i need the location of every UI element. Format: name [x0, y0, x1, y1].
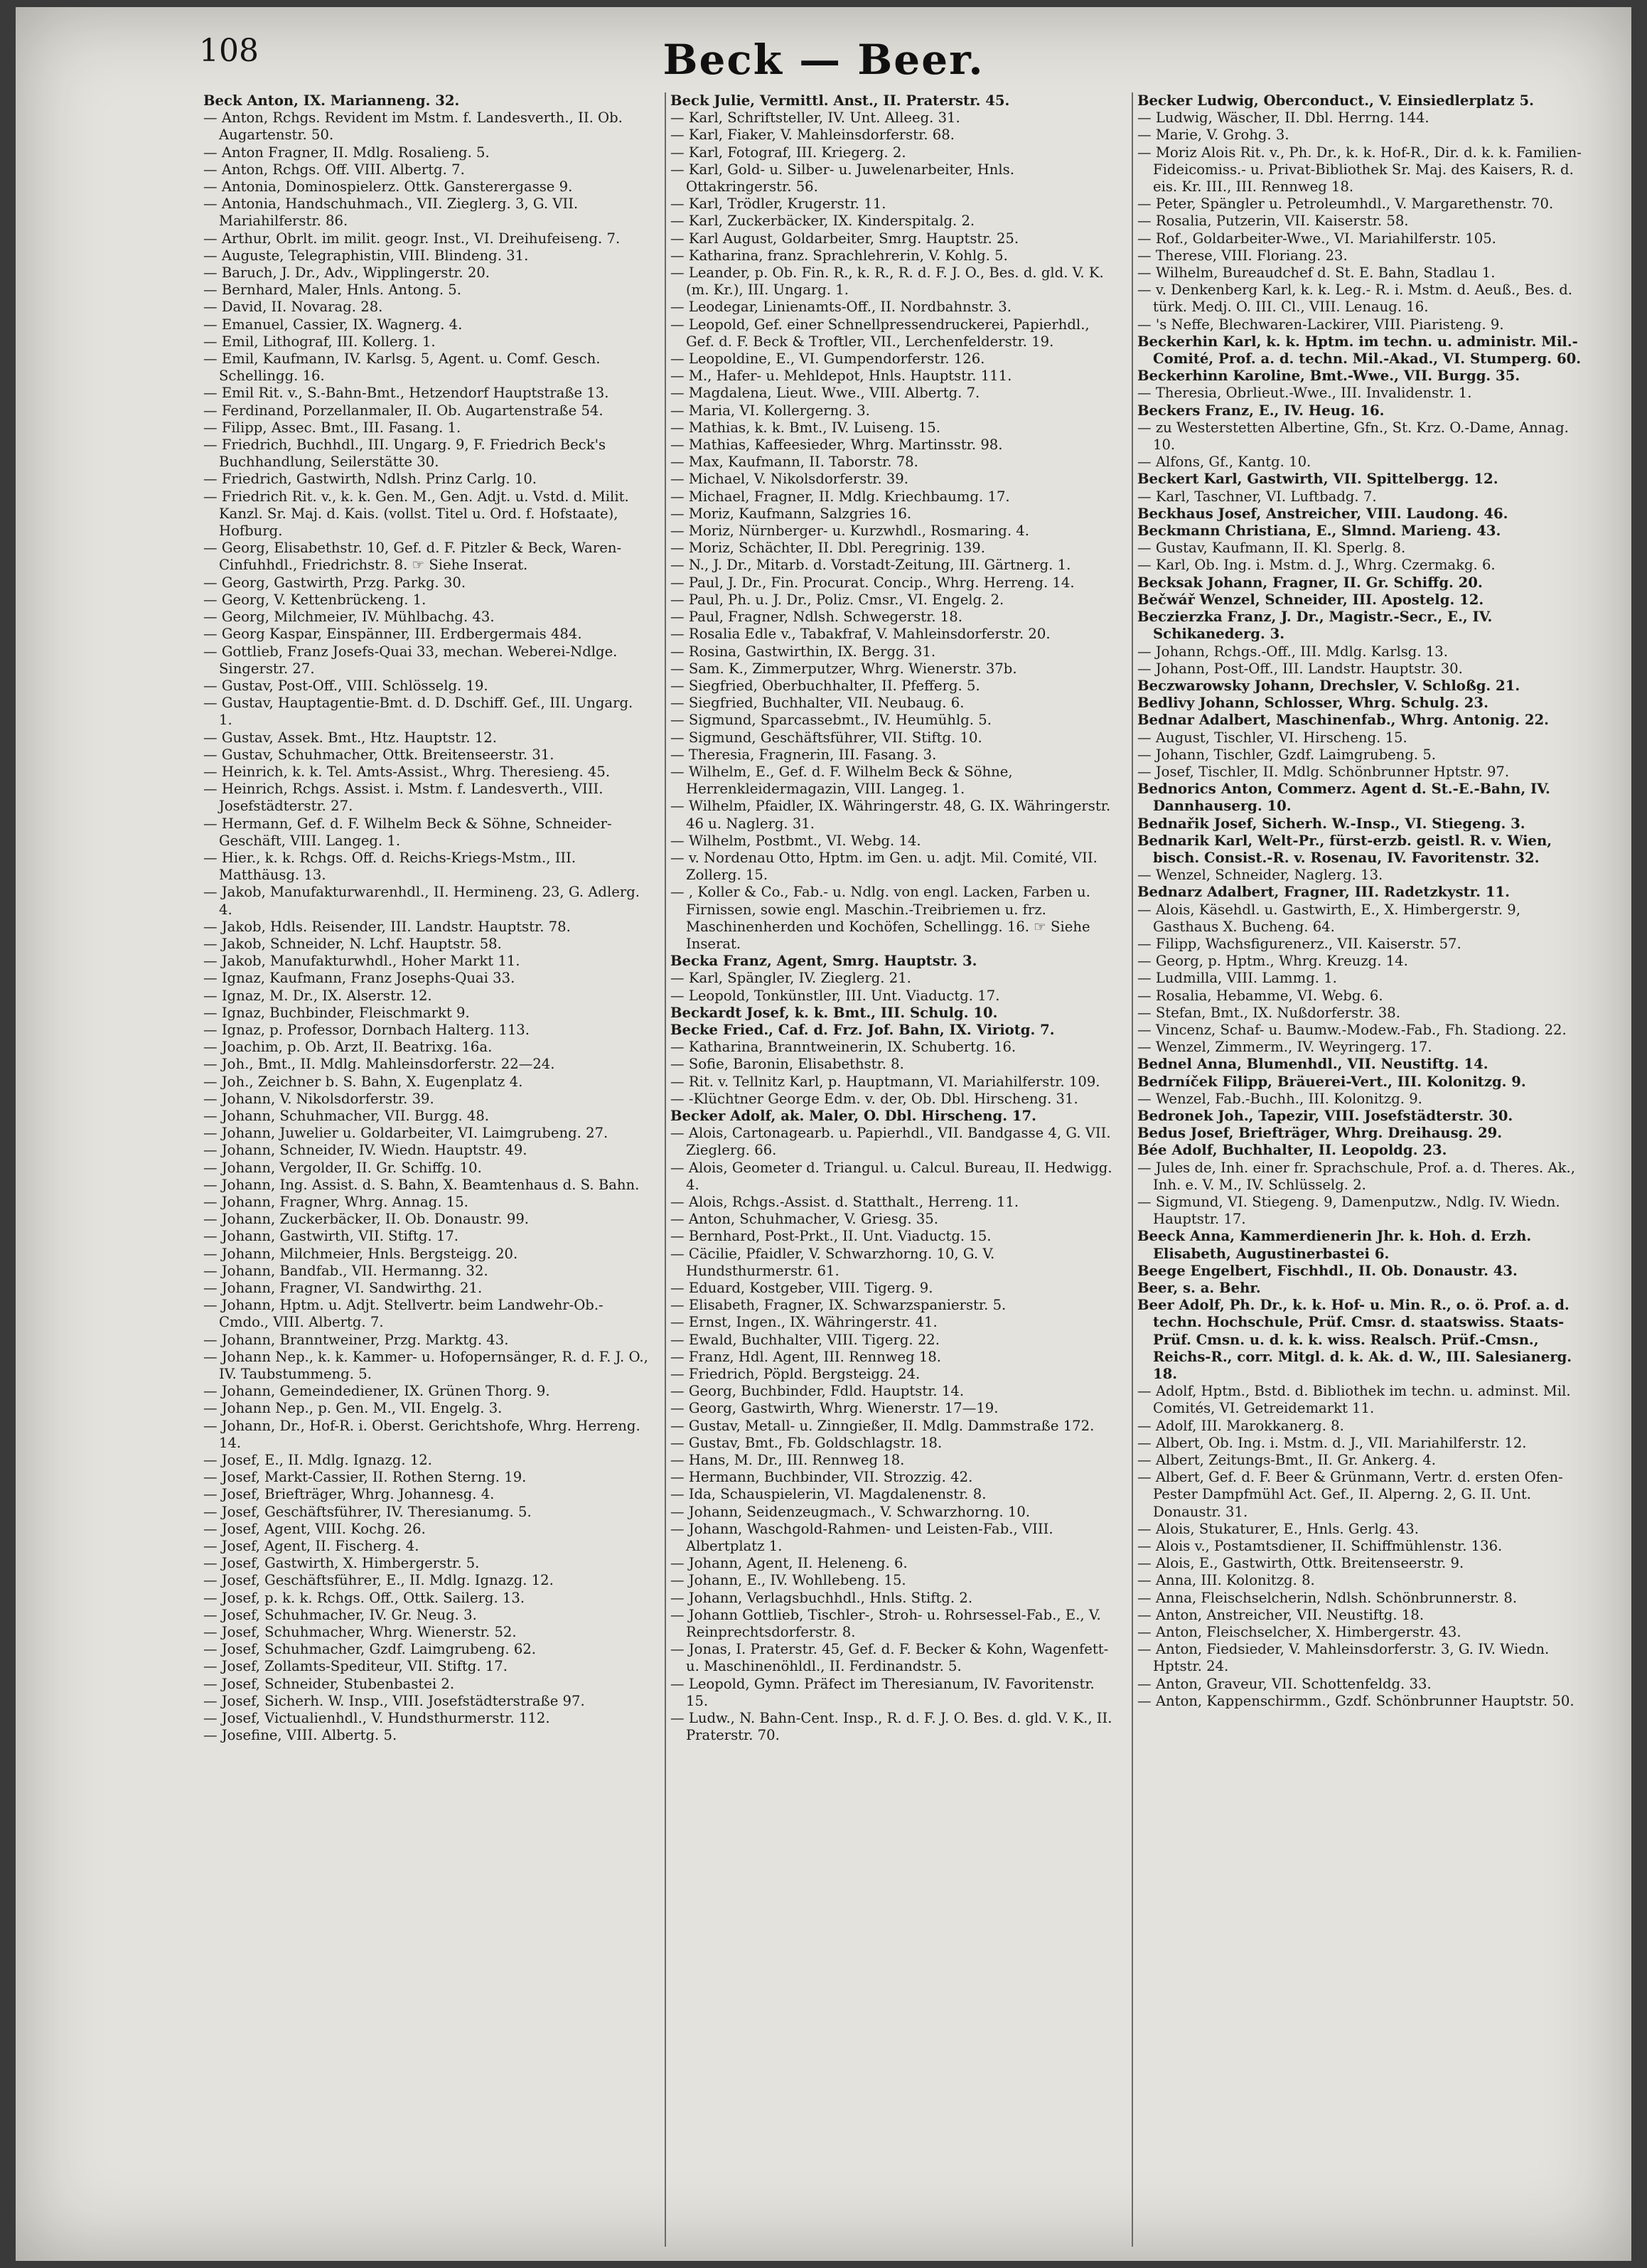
directory-entry: — Rosalia, Putzerin, VII. Kaiserstr. 58.	[1137, 213, 1409, 230]
directory-entry: — Katharina, Branntweinerin, IX. Schubertg. 16.	[670, 1039, 1016, 1056]
directory-entry: — Johann, Waschgold-Rahmen- und Leisten-Fab., VIII. Albertplatz 1.	[670, 1520, 1053, 1555]
directory-entry: — Alfons, Gf., Kantg. 10.	[1137, 454, 1311, 471]
directory-entry: — 's Neffe, Blechwaren-Lackirer, VIII. Piaristeng. 9.	[1137, 316, 1504, 333]
directory-page	[16, 7, 1631, 2261]
directory-entry: — Leander, p. Ob. Fin. R., k. R., R. d. F. J. O., Bes. d. gld. V. K. (m. Kr.), III. Ungarg. 1.	[670, 264, 1104, 299]
directory-entry: — Rof., Goldarbeiter-Wwe., VI. Mariahilferstr. 105.	[1137, 230, 1496, 247]
directory-entry: Bedus Josef, Briefträger, Whrg. Dreihausg. 29.	[1137, 1125, 1503, 1142]
directory-entry: — Wenzel, Zimmerm., IV. Weyringerg. 17.	[1137, 1039, 1432, 1056]
directory-entry: — Gustav, Post-Off., VIII. Schlösselg. 19.	[203, 677, 488, 694]
directory-entry: — Bernhard, Maler, Hnls. Antong. 5.	[203, 282, 461, 299]
directory-entry: Becker Ludwig, Oberconduct., V. Einsiedlerplatz 5.	[1137, 92, 1534, 109]
directory-entry: Beck Julie, Vermittl. Anst., II. Praterstr. 45.	[670, 92, 1010, 109]
directory-entry: — Josef, Agent, VIII. Kochg. 26.	[203, 1520, 426, 1537]
directory-entry: — -Klüchtner George Edm. v. der, Ob. Dbl. Hirscheng. 31.	[670, 1090, 1078, 1107]
directory-entry: — Hier., k. k. Rchgs. Off. d. Reichs-Kriegs-Mstm., III. Matthäusg. 13.	[203, 849, 576, 884]
directory-entry: — Georg, p. Hptm., Whrg. Kreuzg. 14.	[1137, 953, 1408, 970]
directory-entry: — Jules de, Inh. einer fr. Sprachschule, Prof. a. d. Theres. Ak., Inh. e. V. M., IV. Schlüsselg. 2.	[1137, 1159, 1575, 1193]
directory-entry: — Max, Kaufmann, II. Taborstr. 78.	[670, 454, 918, 471]
directory-entry: — Josef, Schneider, Stubenbastei 2.	[203, 1675, 455, 1692]
directory-entry: — Karl August, Goldarbeiter, Smrg. Hauptstr. 25.	[670, 230, 1019, 247]
directory-entry: — Johann Nep., k. k. Kammer- u. Hofopernsänger, R. d. F. J. O., IV. Taubstummeng. 5.	[203, 1348, 648, 1383]
directory-entry: — Johann, Fragner, VI. Sandwirthg. 21.	[203, 1280, 483, 1297]
directory-entry: — Josef, Schuhmacher, IV. Gr. Neug. 3.	[203, 1606, 477, 1623]
directory-entry: — Rosalia Edle v., Tabakfraf, V. Mahleinsdorferstr. 20.	[670, 626, 1051, 643]
directory-entry: Becker Adolf, ak. Maler, O. Dbl. Hirscheng. 17.	[670, 1107, 1036, 1124]
directory-entry: — Mathias, k. k. Bmt., IV. Luiseng. 15.	[670, 419, 940, 436]
directory-entry: — M., Hafer- u. Mehldepot, Hnls. Hauptstr. 111.	[670, 368, 1012, 385]
directory-entry: — Ludmilla, VIII. Lammg. 1.	[1137, 970, 1337, 987]
directory-entry: — Leopold, Tonkünstler, III. Unt. Viaductg. 17.	[670, 987, 1000, 1004]
directory-entry: — Baruch, J. Dr., Adv., Wipplingerstr. 20.	[203, 264, 490, 282]
directory-entry: Beeck Anna, Kammerdienerin Jhr. k. Hoh. d. Erzh. Elisabeth, Augustinerbastei 6.	[1137, 1228, 1532, 1262]
column-2	[665, 92, 1122, 2247]
directory-entry: — Karl, Trödler, Krugerstr. 11.	[670, 196, 886, 213]
directory-entry: Beckerhinn Karoline, Bmt.-Wwe., VII. Burgg. 35.	[1137, 368, 1520, 385]
directory-entry: — Josef, Agent, II. Fischerg. 4.	[203, 1538, 419, 1555]
directory-entry: — Adolf, III. Marokkanerg. 8.	[1137, 1417, 1344, 1434]
directory-entry: — Josef, E., II. Mdlg. Ignazg. 12.	[203, 1452, 432, 1469]
directory-entry: — Eduard, Kostgeber, VIII. Tigerg. 9.	[670, 1280, 933, 1297]
directory-entry: — Emil, Lithograf, III. Kollerg. 1.	[203, 333, 436, 350]
directory-entry: — Ludwig, Wäscher, II. Dbl. Herrng. 144.	[1137, 109, 1429, 127]
entry-columns	[199, 92, 1589, 2247]
directory-entry: — Friedrich Rit. v., k. k. Gen. M., Gen. Adjt. u. Vstd. d. Milit. Kanzl. Sr. Maj. d. Kais. (vollst. Titel u. Ord. f. Hofstaate), Hofburg.	[203, 488, 629, 540]
directory-entry: — Gustav, Assek. Bmt., Htz. Hauptstr. 12.	[203, 729, 497, 746]
directory-entry: — v. Denkenberg Karl, k. k. Leg.- R. i. Mstm. d. Aeuß., Bes. d. türk. Medj. O. III. Cl., VIII. Lenaug. 16.	[1137, 282, 1572, 316]
directory-entry: — Johann, Fragner, Whrg. Annag. 15.	[203, 1194, 468, 1210]
directory-entry: — N., J. Dr., Mitarb. d. Vorstadt-Zeitung, III. Gärtnerg. 1.	[670, 557, 1071, 574]
directory-entry: — Johann, Hptm. u. Adjt. Stellvertr. beim Landwehr-Ob.-Cmdo., VIII. Albertg. 7.	[203, 1297, 603, 1331]
directory-entry: — Anton, Fiedsieder, V. Mahleinsdorferstr. 3, G. IV. Wiedn. Hptstr. 24.	[1137, 1641, 1550, 1675]
directory-entry: — Gottlieb, Franz Josefs-Quai 33, mechan. Weberei-Ndlge. Singerstr. 27.	[203, 643, 618, 677]
directory-entry: — Ludw., N. Bahn-Cent. Insp., R. d. F. J. O. Bes. d. gld. V. K., II. Praterstr. 70.	[670, 1710, 1112, 1744]
directory-entry: — Albert, Zeitungs-Bmt., II. Gr. Ankerg. 4.	[1137, 1452, 1436, 1469]
directory-entry: — Johann, Ing. Assist. d. S. Bahn, X. Beamtenhaus d. S. Bahn.	[203, 1176, 640, 1193]
directory-entry: — Theresia, Obrlieut.-Wwe., III. Invalidenstr. 1.	[1137, 385, 1472, 402]
directory-entry: — Johann, Dr., Hof-R. i. Oberst. Gerichtshofe, Whrg. Herreng. 14.	[203, 1417, 640, 1451]
directory-entry: — August, Tischler, VI. Hirscheng. 15.	[1137, 729, 1407, 746]
directory-entry: — Jakob, Manufakturwhdl., Hoher Markt 11.	[203, 953, 520, 970]
directory-entry: — Leopold, Gymn. Präfect im Theresianum, IV. Favoritenstr. 15.	[670, 1675, 1095, 1709]
directory-entry: — Alois, Cartonagearb. u. Papierhdl., VII. Bandgasse 4, G. VII. Zieglerg. 66.	[670, 1125, 1111, 1159]
directory-entry: — Hermann, Gef. d. F. Wilhelm Beck & Söhne, Schneider-Geschäft, VIII. Langeg. 1.	[203, 815, 612, 849]
directory-entry: — Karl, Spängler, IV. Zieglerg. 21.	[670, 970, 911, 987]
directory-entry: — Georg, Gastwirth, Whrg. Wienerstr. 17—19.	[670, 1400, 999, 1417]
directory-entry: — Joh., Zeichner b. S. Bahn, X. Eugenplatz 4.	[203, 1073, 523, 1090]
directory-entry: — Albert, Ob. Ing. i. Mstm. d. J., VII. Mariahilferstr. 12.	[1137, 1434, 1527, 1451]
directory-entry: — Antonia, Dominospielerz. Ottk. Gansterergasse 9.	[203, 178, 573, 196]
directory-entry: — Ida, Schauspielerin, VI. Magdalenenstr. 8.	[670, 1486, 987, 1503]
directory-entry: Bedrníček Filipp, Bräuerei-Vert., III. Kolonitzg. 9.	[1137, 1073, 1526, 1090]
directory-entry: — Georg, Gastwirth, Przg. Parkg. 30.	[203, 574, 466, 591]
directory-entry: Beckhaus Josef, Anstreicher, VIII. Laudong. 46.	[1137, 505, 1508, 522]
directory-entry: — Rit. v. Tellnitz Karl, p. Hauptmann, VI. Mariahilferstr. 109.	[670, 1073, 1100, 1090]
directory-entry: — Josef, Geschäftsführer, E., II. Mdlg. Ignazg. 12.	[203, 1572, 554, 1589]
directory-entry: — Wilhelm, Pfaidler, IX. Währingerstr. 48, G. IX. Währingerstr. 46 u. Naglerg. 31.	[670, 798, 1111, 832]
directory-entry: — Antonia, Handschuhmach., VII. Zieglerg. 3, G. VII. Mariahilferstr. 86.	[203, 196, 579, 230]
directory-entry: — Karl, Gold- u. Silber- u. Juwelenarbeiter, Hnls. Ottakringerstr. 56.	[670, 161, 1014, 196]
directory-entry: — Georg, Buchbinder, Fdld. Hauptstr. 14.	[670, 1383, 965, 1400]
directory-entry: — Gustav, Bmt., Fb. Goldschlagstr. 18.	[670, 1434, 943, 1451]
page-number: 108	[199, 33, 259, 69]
directory-entry: — Anna, III. Kolonitzg. 8.	[1137, 1572, 1315, 1589]
directory-entry: Beckers Franz, E., IV. Heug. 16.	[1137, 402, 1385, 419]
directory-entry: — Johann Gottlieb, Tischler-, Stroh- u. Rohrsessel-Fab., E., V. Reinprechtsdorferstr. 8.	[670, 1606, 1101, 1641]
directory-entry: — Josef, Schuhmacher, Whrg. Wienerstr. 52.	[203, 1624, 517, 1641]
directory-entry: — Michael, Fragner, II. Mdlg. Kriechbaumg. 17.	[670, 488, 1010, 505]
directory-entry: Bednařik Josef, Sicherh. W.-Insp., VI. Stiegeng. 3.	[1137, 815, 1525, 832]
directory-entry: — Anton, Rchgs. Off. VIII. Albertg. 7.	[203, 161, 465, 178]
directory-entry: — Anton, Anstreicher, VII. Neustiftg. 18.	[1137, 1606, 1425, 1623]
directory-entry: — Johann, Bandfab., VII. Hermanng. 32.	[203, 1262, 488, 1279]
directory-entry: Beczierzka Franz, J. Dr., Magistr.-Secr., E., IV. Schikanederg. 3.	[1137, 609, 1493, 643]
directory-entry: — Arthur, Obrlt. im milit. geogr. Inst., VI. Dreihufeiseng. 7.	[203, 230, 621, 247]
directory-entry: — Alois, E., Gastwirth, Ottk. Breitenseerstr. 9.	[1137, 1555, 1464, 1572]
directory-entry: — Gustav, Hauptagentie-Bmt. d. D. Dschiff. Gef., III. Ungarg. 1.	[203, 695, 633, 729]
directory-entry: — Therese, VIII. Floriang. 23.	[1137, 247, 1348, 264]
directory-entry: — Wenzel, Fab.-Buchh., III. Kolonitzg. 9.	[1137, 1090, 1422, 1107]
directory-entry: — Johann, Schneider, IV. Wiedn. Hauptstr. 49.	[203, 1142, 527, 1159]
directory-entry: — Michael, V. Nikolsdorferstr. 39.	[670, 471, 909, 488]
directory-entry: Bednel Anna, Blumenhdl., VII. Neustiftg. 14.	[1137, 1056, 1488, 1073]
directory-entry: — Paul, Fragner, Ndlsh. Schwegerstr. 18.	[670, 609, 962, 626]
directory-entry: — Theresia, Fragnerin, III. Fasang. 3.	[670, 746, 937, 763]
directory-entry: — Moriz Alois Rit. v., Ph. Dr., k. k. Hof-R., Dir. d. k. k. Familien-Fideicomiss.- u. Privat-Bibliothek Sr. Maj. des Kaisers, R. d. eis. Kr. III., III. Rennweg 18.	[1137, 144, 1582, 196]
directory-entry: — Friedrich, Gastwirth, Ndlsh. Prinz Carlg. 10.	[203, 471, 537, 488]
directory-entry: — Filipp, Assec. Bmt., III. Fasang. 1.	[203, 419, 461, 436]
directory-entry: — Josef, Sicherh. W. Insp., VIII. Josefstädterstraße 97.	[203, 1692, 585, 1709]
directory-entry: — Anton, Graveur, VII. Schottenfeldg. 33.	[1137, 1675, 1432, 1692]
directory-entry: — Josef, Briefträger, Whrg. Johannesg. 4.	[203, 1486, 495, 1503]
directory-entry: — Sigmund, Sparcassebmt., IV. Heumühlg. 5.	[670, 712, 992, 729]
directory-entry: — Johann, Branntweiner, Przg. Marktg. 43.	[203, 1331, 509, 1348]
directory-entry: — Jakob, Manufakturwarenhdl., II. Hermineng. 23, G. Adlerg. 4.	[203, 884, 640, 918]
directory-entry: — Filipp, Wachsfigurenerz., VII. Kaiserstr. 57.	[1137, 935, 1461, 952]
directory-entry: Bečwář Wenzel, Schneider, III. Apostelg. 12.	[1137, 591, 1484, 608]
directory-entry: — Johann, Gastwirth, VII. Stiftg. 17.	[203, 1228, 459, 1245]
directory-entry: — Johann, E., IV. Wohllebeng. 15.	[670, 1572, 906, 1589]
directory-entry: — Peter, Spängler u. Petroleumhdl., V. Margarethenstr. 70.	[1137, 196, 1554, 213]
directory-entry: — Johann, Schuhmacher, VII. Burgg. 48.	[203, 1107, 490, 1124]
directory-entry: — Georg, Milchmeier, IV. Mühlbachg. 43.	[203, 609, 495, 626]
directory-entry: — Rosalia, Hebamme, VI. Webg. 6.	[1137, 987, 1383, 1004]
page-header	[16, 7, 1631, 85]
directory-entry: — Josef, Zollamts-Spediteur, VII. Stiftg. 17.	[203, 1658, 508, 1675]
directory-entry: — Emil Rit. v., S.-Bahn-Bmt., Hetzendorf Hauptstraße 13.	[203, 385, 609, 402]
column-1	[199, 92, 655, 2247]
directory-entry: — , Koller & Co., Fab.- u. Ndlg. von engl. Lacken, Farben u. Firnissen, sowie engl. Maschin.-Treibriemen u. frz. Maschinenherden und Kochöfen, Schellingg. 16. ☞ Siehe Inserat.	[670, 884, 1090, 952]
directory-entry: — Johann, Milchmeier, Hnls. Bergsteigg. 20.	[203, 1245, 518, 1262]
directory-entry: — Georg, Elisabethstr. 10, Gef. d. F. Pitzler & Beck, Waren-Cinfuhhdl., Friedrichstr. 8. ☞ Siehe Inserat.	[203, 540, 622, 574]
directory-entry: — Paul, Ph. u. J. Dr., Poliz. Cmsr., VI. Engelg. 2.	[670, 591, 1004, 608]
directory-entry: — Franz, Hdl. Agent, III. Rennweg 18.	[670, 1348, 942, 1365]
directory-entry: — Johann, V. Nikolsdorferstr. 39.	[203, 1090, 434, 1107]
directory-entry: — Elisabeth, Fragner, IX. Schwarzspanierstr. 5.	[670, 1297, 1007, 1314]
directory-entry: Beer Adolf, Ph. Dr., k. k. Hof- u. Min. R., o. ö. Prof. a. d. techn. Hochschule, Prüf. Cmsr. d. staatswiss. Staats-Prüf. Cmsn. u. d. k. k. wiss. Realsch. Prüf.-Cmsn., Reichs-R., corr. Mitgl. d. k. Ak. d. W., III. Salesianerg. 18.	[1137, 1297, 1572, 1383]
directory-entry: — Siegfried, Buchhalter, VII. Neubaug. 6.	[670, 695, 965, 712]
directory-entry: — Johann, Vergolder, II. Gr. Schiffg. 10.	[203, 1159, 482, 1176]
directory-entry: — Josef, Geschäftsführer, IV. Theresianumg. 5.	[203, 1503, 532, 1520]
directory-entry: — Johann, Juwelier u. Goldarbeiter, VI. Laimgrubeng. 27.	[203, 1125, 608, 1142]
directory-entry: — Johann, Verlagsbuchhdl., Hnls. Stiftg. 2.	[670, 1589, 973, 1606]
directory-entry: — Marie, V. Grohg. 3.	[1137, 127, 1289, 144]
directory-entry: — Friedrich, Pöpld. Bergsteigg. 24.	[670, 1366, 921, 1383]
directory-entry: — Emil, Kaufmann, IV. Karlsg. 5, Agent. u. Comf. Gesch. Schellingg. 16.	[203, 351, 601, 385]
directory-entry: Bedlivy Johann, Schlosser, Whrg. Schulg. 23.	[1137, 695, 1488, 712]
directory-entry: — Alois, Geometer d. Triangul. u. Calcul. Bureau, II. Hedwigg. 4.	[670, 1159, 1112, 1193]
directory-entry: — Heinrich, Rchgs. Assist. i. Mstm. f. Landesverth., VIII. Josefstädterstr. 27.	[203, 781, 603, 815]
directory-entry: — Josef, Markt-Cassier, II. Rothen Sterng. 19.	[203, 1469, 527, 1486]
directory-entry: Beckert Karl, Gastwirth, VII. Spittelbergg. 12.	[1137, 471, 1498, 488]
directory-entry: — Georg, V. Kettenbrückeng. 1.	[203, 591, 426, 608]
directory-entry: — Anna, Fleischselcherin, Ndlsh. Schönbrunnerstr. 8.	[1137, 1589, 1518, 1606]
directory-entry: Bednorics Anton, Commerz. Agent d. St.-E.-Bahn, IV. Dannhauserg. 10.	[1137, 781, 1550, 815]
directory-entry: — Johann, Post-Off., III. Landstr. Hauptstr. 30.	[1137, 660, 1463, 677]
directory-entry: — Josef, Gastwirth, X. Himbergerstr. 5.	[203, 1555, 480, 1572]
directory-entry: Bednar Adalbert, Maschinenfab., Whrg. Antonig. 22.	[1137, 712, 1549, 729]
directory-entry: — Moriz, Schächter, II. Dbl. Peregrinig. 139.	[670, 540, 985, 557]
directory-entry: Becksak Johann, Fragner, II. Gr. Schiffg. 20.	[1137, 574, 1483, 591]
directory-entry: Becka Franz, Agent, Smrg. Hauptstr. 3.	[670, 953, 977, 970]
directory-entry: — Johann, Gemeindediener, IX. Grünen Thorg. 9.	[203, 1383, 550, 1400]
directory-entry: — Gustav, Kaufmann, II. Kl. Sperlg. 8.	[1137, 540, 1406, 557]
directory-entry: Beege Engelbert, Fischhdl., II. Ob. Donaustr. 43.	[1137, 1262, 1518, 1279]
directory-entry: — Gustav, Metall- u. Zinngießer, II. Mdlg. Dammstraße 172.	[670, 1417, 1095, 1434]
directory-entry: — Wilhelm, Bureaudchef d. St. E. Bahn, Stadlau 1.	[1137, 264, 1496, 282]
directory-entry: Beckardt Josef, k. k. Bmt., III. Schulg. 10.	[670, 1004, 998, 1021]
directory-entry: — Bernhard, Post-Prkt., II. Unt. Viaductg. 15.	[670, 1228, 992, 1245]
directory-entry: Bedronek Joh., Tapezir, VIII. Josefstädterstr. 30.	[1137, 1107, 1513, 1124]
directory-entry: — Leodegar, Linienamts-Off., II. Nordbahnstr. 3.	[670, 299, 1012, 316]
directory-entry: — Josef, Schuhmacher, Gzdf. Laimgrubeng. 62.	[203, 1641, 537, 1658]
directory-entry: — Katharina, franz. Sprachlehrerin, V. Kohlg. 5.	[670, 247, 1008, 264]
directory-entry: — Ignaz, Kaufmann, Franz Josephs-Quai 33.	[203, 970, 515, 987]
directory-entry: — Josef, Victualienhdl., V. Hundsthurmerstr. 112.	[203, 1710, 550, 1727]
directory-entry: — Adolf, Hptm., Bstd. d. Bibliothek im techn. u. adminst. Mil. Comités, VI. Getreidemarkt 11.	[1137, 1383, 1571, 1417]
directory-entry: — Johann, Rchgs.-Off., III. Mdlg. Karlsg. 13.	[1137, 643, 1448, 660]
directory-entry: Beckerhin Karl, k. k. Hptm. im techn. u. administr. Mil.-Comité, Prof. a. d. techn. Mil.-Akad., VI. Stumperg. 60.	[1137, 333, 1582, 368]
directory-entry: — Karl, Zuckerbäcker, IX. Kinderspitalg. 2.	[670, 213, 975, 230]
directory-entry: — Albert, Gef. d. F. Beer & Grünmann, Vertr. d. ersten Ofen-Pester Dampfmühl Act. Gef., II. Alperng. 2, G. II. Unt. Donaustr. 31.	[1137, 1469, 1563, 1520]
directory-entry: — Anton, Schuhmacher, V. Griesg. 35.	[670, 1211, 938, 1228]
directory-entry: — Rosina, Gastwirthin, IX. Bergg. 31.	[670, 643, 936, 660]
directory-entry: — Friedrich, Buchhdl., III. Ungarg. 9, F. Friedrich Beck's Buchhandlung, Seilerstätte 30.	[203, 437, 606, 471]
directory-entry: — Johann Nep., p. Gen. M., VII. Engelg. 3.	[203, 1400, 503, 1417]
directory-entry: — Wenzel, Schneider, Naglerg. 13.	[1137, 867, 1383, 884]
directory-entry: — Siegfried, Oberbuchhalter, II. Pfefferg. 5.	[670, 677, 980, 694]
directory-entry: — Georg Kaspar, Einspänner, III. Erdbergermais 484.	[203, 626, 582, 643]
directory-entry: — Hans, M. Dr., III. Rennweg 18.	[670, 1452, 905, 1469]
directory-entry: — Jakob, Hdls. Reisender, III. Landstr. Hauptstr. 78.	[203, 918, 571, 935]
directory-entry: — Joachim, p. Ob. Arzt, II. Beatrixg. 16a.	[203, 1039, 493, 1056]
directory-entry: — Cäcilie, Pfaidler, V. Schwarzhorng. 10, G. V. Hundsthurmerstr. 61.	[670, 1245, 995, 1279]
directory-entry: — Sigmund, VI. Stiegeng. 9, Damenputzw., Ndlg. IV. Wiedn. Hauptstr. 17.	[1137, 1194, 1560, 1228]
directory-entry: Beer, s. a. Behr.	[1137, 1280, 1261, 1297]
directory-entry: — Anton, Kappenschirmm., Gzdf. Schönbrunner Hauptstr. 50.	[1137, 1692, 1574, 1709]
directory-entry: — Anton Fragner, II. Mdlg. Rosalieng. 5.	[203, 144, 490, 161]
directory-entry: — Sigmund, Geschäftsführer, VII. Stiftg. 10.	[670, 729, 982, 746]
directory-entry: — Josefine, VIII. Albertg. 5.	[203, 1727, 397, 1744]
directory-entry: — Gustav, Schuhmacher, Ottk. Breitenseerstr. 31.	[203, 746, 554, 763]
directory-entry: — zu Westerstetten Albertine, Gfn., St. Krz. O.-Dame, Annag. 10.	[1137, 419, 1569, 454]
directory-entry: — Wilhelm, Postbmt., VI. Webg. 14.	[670, 832, 921, 849]
directory-entry: — Hermann, Buchbinder, VII. Strozzig. 42.	[670, 1469, 973, 1486]
directory-entry: — Johann, Tischler, Gzdf. Laimgrubeng. 5.	[1137, 746, 1437, 763]
directory-entry: — Wilhelm, E., Gef. d. F. Wilhelm Beck & Söhne, Herrenkleidermagazin, VIII. Langeg. 1.	[670, 763, 1013, 798]
directory-entry: — Johann, Seidenzeugmach., V. Schwarzhorng. 10.	[670, 1503, 1031, 1520]
directory-entry: Bednarik Karl, Welt-Pr., fürst-erzb. geistl. R. v. Wien, bisch. Consist.-R. v. Rosenau, IV. Favoritenstr. 32.	[1137, 832, 1552, 866]
directory-entry: — Stefan, Bmt., IX. Nußdorferstr. 38.	[1137, 1004, 1400, 1021]
directory-entry: — Karl, Schriftsteller, IV. Unt. Alleeg. 31.	[670, 109, 960, 127]
directory-entry: — Alois, Stukaturer, E., Hnls. Gerlg. 43.	[1137, 1520, 1419, 1537]
directory-entry: Beck Anton, IX. Marianneng. 32.	[203, 92, 460, 109]
directory-entry: — Josef, p. k. k. Rchgs. Off., Ottk. Sailerg. 13.	[203, 1589, 525, 1606]
directory-entry: — Sam. K., Zimmerputzer, Whrg. Wienerstr. 37b.	[670, 660, 1017, 677]
directory-entry: — Karl, Taschner, VI. Luftbadg. 7.	[1137, 488, 1377, 505]
directory-entry: — Karl, Fiaker, V. Mahleinsdorferstr. 68.	[670, 127, 955, 144]
directory-entry: — Johann, Agent, II. Heleneng. 6.	[670, 1555, 908, 1572]
directory-entry: — Ernst, Ingen., IX. Währingerstr. 41.	[670, 1314, 938, 1331]
directory-entry: — Karl, Ob. Ing. i. Mstm. d. J., Whrg. Czermakg. 6.	[1137, 557, 1496, 574]
directory-entry: — v. Nordenau Otto, Hptm. im Gen. u. adjt. Mil. Comité, VII. Zollerg. 15.	[670, 849, 1098, 884]
directory-entry: — Ignaz, Buchbinder, Fleischmarkt 9.	[203, 1004, 470, 1021]
directory-entry: — Leopold, Gef. einer Schnellpressendruckerei, Papierhdl., Gef. d. F. Beck & Troftler, VII., Lerchenfelderstr. 19.	[670, 316, 1090, 350]
directory-entry: — Moriz, Nürnberger- u. Kurzwhdl., Rosmaring. 4.	[670, 523, 1029, 540]
directory-entry: Becke Fried., Caf. d. Frz. Jof. Bahn, IX. Viriotg. 7.	[670, 1021, 1055, 1038]
directory-entry: Bednarz Adalbert, Fragner, III. Radetzkystr. 11.	[1137, 884, 1510, 901]
directory-entry: — Alois, Rchgs.-Assist. d. Statthalt., Herreng. 11.	[670, 1194, 1019, 1210]
directory-entry: — Emanuel, Cassier, IX. Wagnerg. 4.	[203, 316, 463, 333]
directory-entry: — Ignaz, p. Professor, Dornbach Halterg. 113.	[203, 1021, 530, 1038]
directory-entry: — Ignaz, M. Dr., IX. Alserstr. 12.	[203, 987, 432, 1004]
directory-entry: — Joh., Bmt., II. Mdlg. Mahleinsdorferstr. 22—24.	[203, 1056, 555, 1073]
directory-entry: — Alois, Käsehdl. u. Gastwirth, E., X. Himbergerstr. 9, Gasthaus X. Bucheng. 64.	[1137, 901, 1520, 935]
column-3	[1132, 92, 1589, 2247]
directory-entry: — Karl, Fotograf, III. Kriegerg. 2.	[670, 144, 906, 161]
directory-entry: — Maria, VI. Kollergerng. 3.	[670, 402, 870, 419]
directory-entry: — Magdalena, Lieut. Wwe., VIII. Albertg. 7.	[670, 385, 980, 402]
directory-entry: — Josef, Tischler, II. Mdlg. Schönbrunner Hptstr. 97.	[1137, 763, 1510, 780]
directory-entry: — Leopoldine, E., VI. Gumpendorferstr. 126.	[670, 351, 985, 368]
directory-entry: — Moriz, Kaufmann, Salzgries 16.	[670, 505, 912, 522]
directory-entry: — Anton, Fleischselcher, X. Himbergerstr. 43.	[1137, 1624, 1461, 1641]
directory-entry: — Jakob, Schneider, N. Lchf. Hauptstr. 58.	[203, 935, 502, 952]
directory-entry: — Paul, J. Dr., Fin. Procurat. Concip., Whrg. Herreng. 14.	[670, 574, 1075, 591]
directory-entry: Beczwarowsky Johann, Drechsler, V. Schloßg. 21.	[1137, 677, 1520, 694]
directory-entry: — Anton, Rchgs. Revident im Mstm. f. Landesverth., II. Ob. Augartenstr. 50.	[203, 109, 623, 144]
directory-entry: — Vincenz, Schaf- u. Baumw.-Modew.-Fab., Fh. Stadiong. 22.	[1137, 1021, 1567, 1038]
directory-entry: Bée Adolf, Buchhalter, II. Leopoldg. 23.	[1137, 1142, 1447, 1159]
directory-entry: — Sofie, Baronin, Elisabethstr. 8.	[670, 1056, 904, 1073]
directory-entry: — Ewald, Buchhalter, VIII. Tigerg. 22.	[670, 1331, 940, 1348]
directory-entry: — Alois v., Postamtsdiener, II. Schiffmühlenstr. 136.	[1137, 1538, 1503, 1555]
directory-entry: — Auguste, Telegraphistin, VIII. Blindeng. 31.	[203, 247, 529, 264]
directory-entry: — Ferdinand, Porzellanmaler, II. Ob. Augartenstraße 54.	[203, 402, 603, 419]
directory-entry: — Mathias, Kaffeesieder, Whrg. Martinsstr. 98.	[670, 437, 1003, 454]
directory-entry: — Heinrich, k. k. Tel. Amts-Assist., Whrg. Theresieng. 45.	[203, 763, 611, 780]
directory-entry: — David, II. Novarag. 28.	[203, 299, 383, 316]
running-head: Beck — Beer.	[662, 36, 985, 84]
directory-entry: Beckmann Christiana, E., Slmnd. Marieng. 43.	[1137, 523, 1501, 540]
directory-entry: — Jonas, I. Praterstr. 45, Gef. d. F. Becker & Kohn, Wagenfett- u. Maschinenöhldl., II. Ferdinandstr. 5.	[670, 1641, 1109, 1675]
directory-entry: — Johann, Zuckerbäcker, II. Ob. Donaustr. 99.	[203, 1211, 530, 1228]
